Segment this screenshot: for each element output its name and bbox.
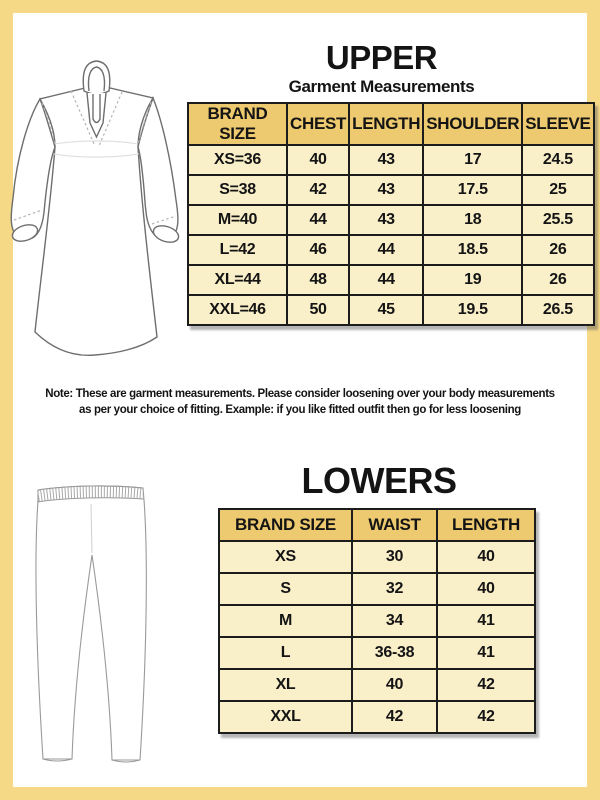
table-cell: 42 bbox=[352, 701, 437, 733]
table-cell: 17.5 bbox=[423, 175, 522, 205]
table-cell: 26 bbox=[522, 265, 593, 295]
table-cell: M bbox=[219, 605, 352, 637]
table-row bbox=[219, 605, 535, 637]
table-row bbox=[219, 669, 535, 701]
table-row bbox=[219, 701, 535, 733]
table-cell: 40 bbox=[437, 541, 535, 573]
table-row bbox=[219, 573, 535, 605]
table-cell: 45 bbox=[349, 295, 423, 325]
table-row bbox=[188, 145, 594, 175]
table-cell: 46 bbox=[287, 235, 349, 265]
column-header: CHEST bbox=[287, 103, 349, 145]
table-cell: 34 bbox=[352, 605, 437, 637]
table-cell: S=38 bbox=[188, 175, 287, 205]
table-cell: M=40 bbox=[188, 205, 287, 235]
upper-title: UPPER bbox=[325, 39, 438, 76]
table-cell: 19 bbox=[423, 265, 522, 295]
table-cell: XL bbox=[219, 669, 352, 701]
table-cell: XXL=46 bbox=[188, 295, 287, 325]
table-cell: 26.5 bbox=[522, 295, 593, 325]
table-cell: 30 bbox=[352, 541, 437, 573]
table-row bbox=[219, 541, 535, 573]
table-cell: 44 bbox=[349, 265, 423, 295]
table-cell: 18.5 bbox=[423, 235, 522, 265]
table-cell: 40 bbox=[287, 145, 349, 175]
table-cell: 19.5 bbox=[423, 295, 522, 325]
table-cell: 42 bbox=[437, 701, 535, 733]
column-header: BRAND SIZE bbox=[219, 509, 352, 541]
header-row bbox=[219, 509, 535, 541]
column-header: SHOULDER bbox=[423, 103, 522, 145]
leggings-illustration bbox=[10, 460, 210, 790]
table-row bbox=[188, 175, 594, 205]
lowers-title: LOWERS bbox=[301, 460, 457, 501]
note-text: Note: These are garment measurements. Please consider loosening over your body measurements as per your choice of fitting. Example: if you like fitted outfit then go for less loosening bbox=[45, 388, 555, 416]
table-cell: 44 bbox=[287, 205, 349, 235]
table-cell: 18 bbox=[423, 205, 522, 235]
table-cell: XXL bbox=[219, 701, 352, 733]
column-header: WAIST bbox=[352, 509, 437, 541]
table-cell: 48 bbox=[287, 265, 349, 295]
table-cell: L=42 bbox=[188, 235, 287, 265]
waistband-ribbing bbox=[38, 492, 143, 496]
column-header: LENGTH bbox=[349, 103, 423, 145]
kurta-illustration bbox=[0, 50, 190, 370]
table-cell: 43 bbox=[349, 145, 423, 175]
table-cell: S bbox=[219, 573, 352, 605]
table-cell: 32 bbox=[352, 573, 437, 605]
table-row bbox=[188, 295, 594, 325]
table-cell: 41 bbox=[437, 605, 535, 637]
table-cell: 40 bbox=[352, 669, 437, 701]
table-cell: 40 bbox=[437, 573, 535, 605]
lowers-measurements-table bbox=[218, 508, 536, 734]
table-cell: 25.5 bbox=[522, 205, 593, 235]
table-row bbox=[188, 205, 594, 235]
table-cell: 26 bbox=[522, 235, 593, 265]
column-header: BRAND SIZE bbox=[188, 103, 287, 145]
table-cell: L bbox=[219, 637, 352, 669]
table-row bbox=[188, 265, 594, 295]
table-cell: XL=44 bbox=[188, 265, 287, 295]
upper-subtitle: Garment Measurements bbox=[288, 77, 475, 96]
table-row bbox=[219, 637, 535, 669]
table-cell: 42 bbox=[287, 175, 349, 205]
table-cell: 17 bbox=[423, 145, 522, 175]
header-row bbox=[188, 103, 594, 145]
table-cell: XS bbox=[219, 541, 352, 573]
kurta-collar bbox=[83, 61, 110, 94]
table-cell: 44 bbox=[349, 235, 423, 265]
table-cell: 50 bbox=[287, 295, 349, 325]
table-cell: XS=36 bbox=[188, 145, 287, 175]
table-cell: 43 bbox=[349, 175, 423, 205]
column-header: LENGTH bbox=[437, 509, 535, 541]
table-cell: 42 bbox=[437, 669, 535, 701]
table-row bbox=[188, 235, 594, 265]
table-cell: 43 bbox=[349, 205, 423, 235]
table-cell: 24.5 bbox=[522, 145, 593, 175]
table-cell: 41 bbox=[437, 637, 535, 669]
upper-measurements-table bbox=[187, 102, 595, 326]
column-header: SLEEVE bbox=[522, 103, 593, 145]
table-cell: 36-38 bbox=[352, 637, 437, 669]
table-cell: 25 bbox=[522, 175, 593, 205]
